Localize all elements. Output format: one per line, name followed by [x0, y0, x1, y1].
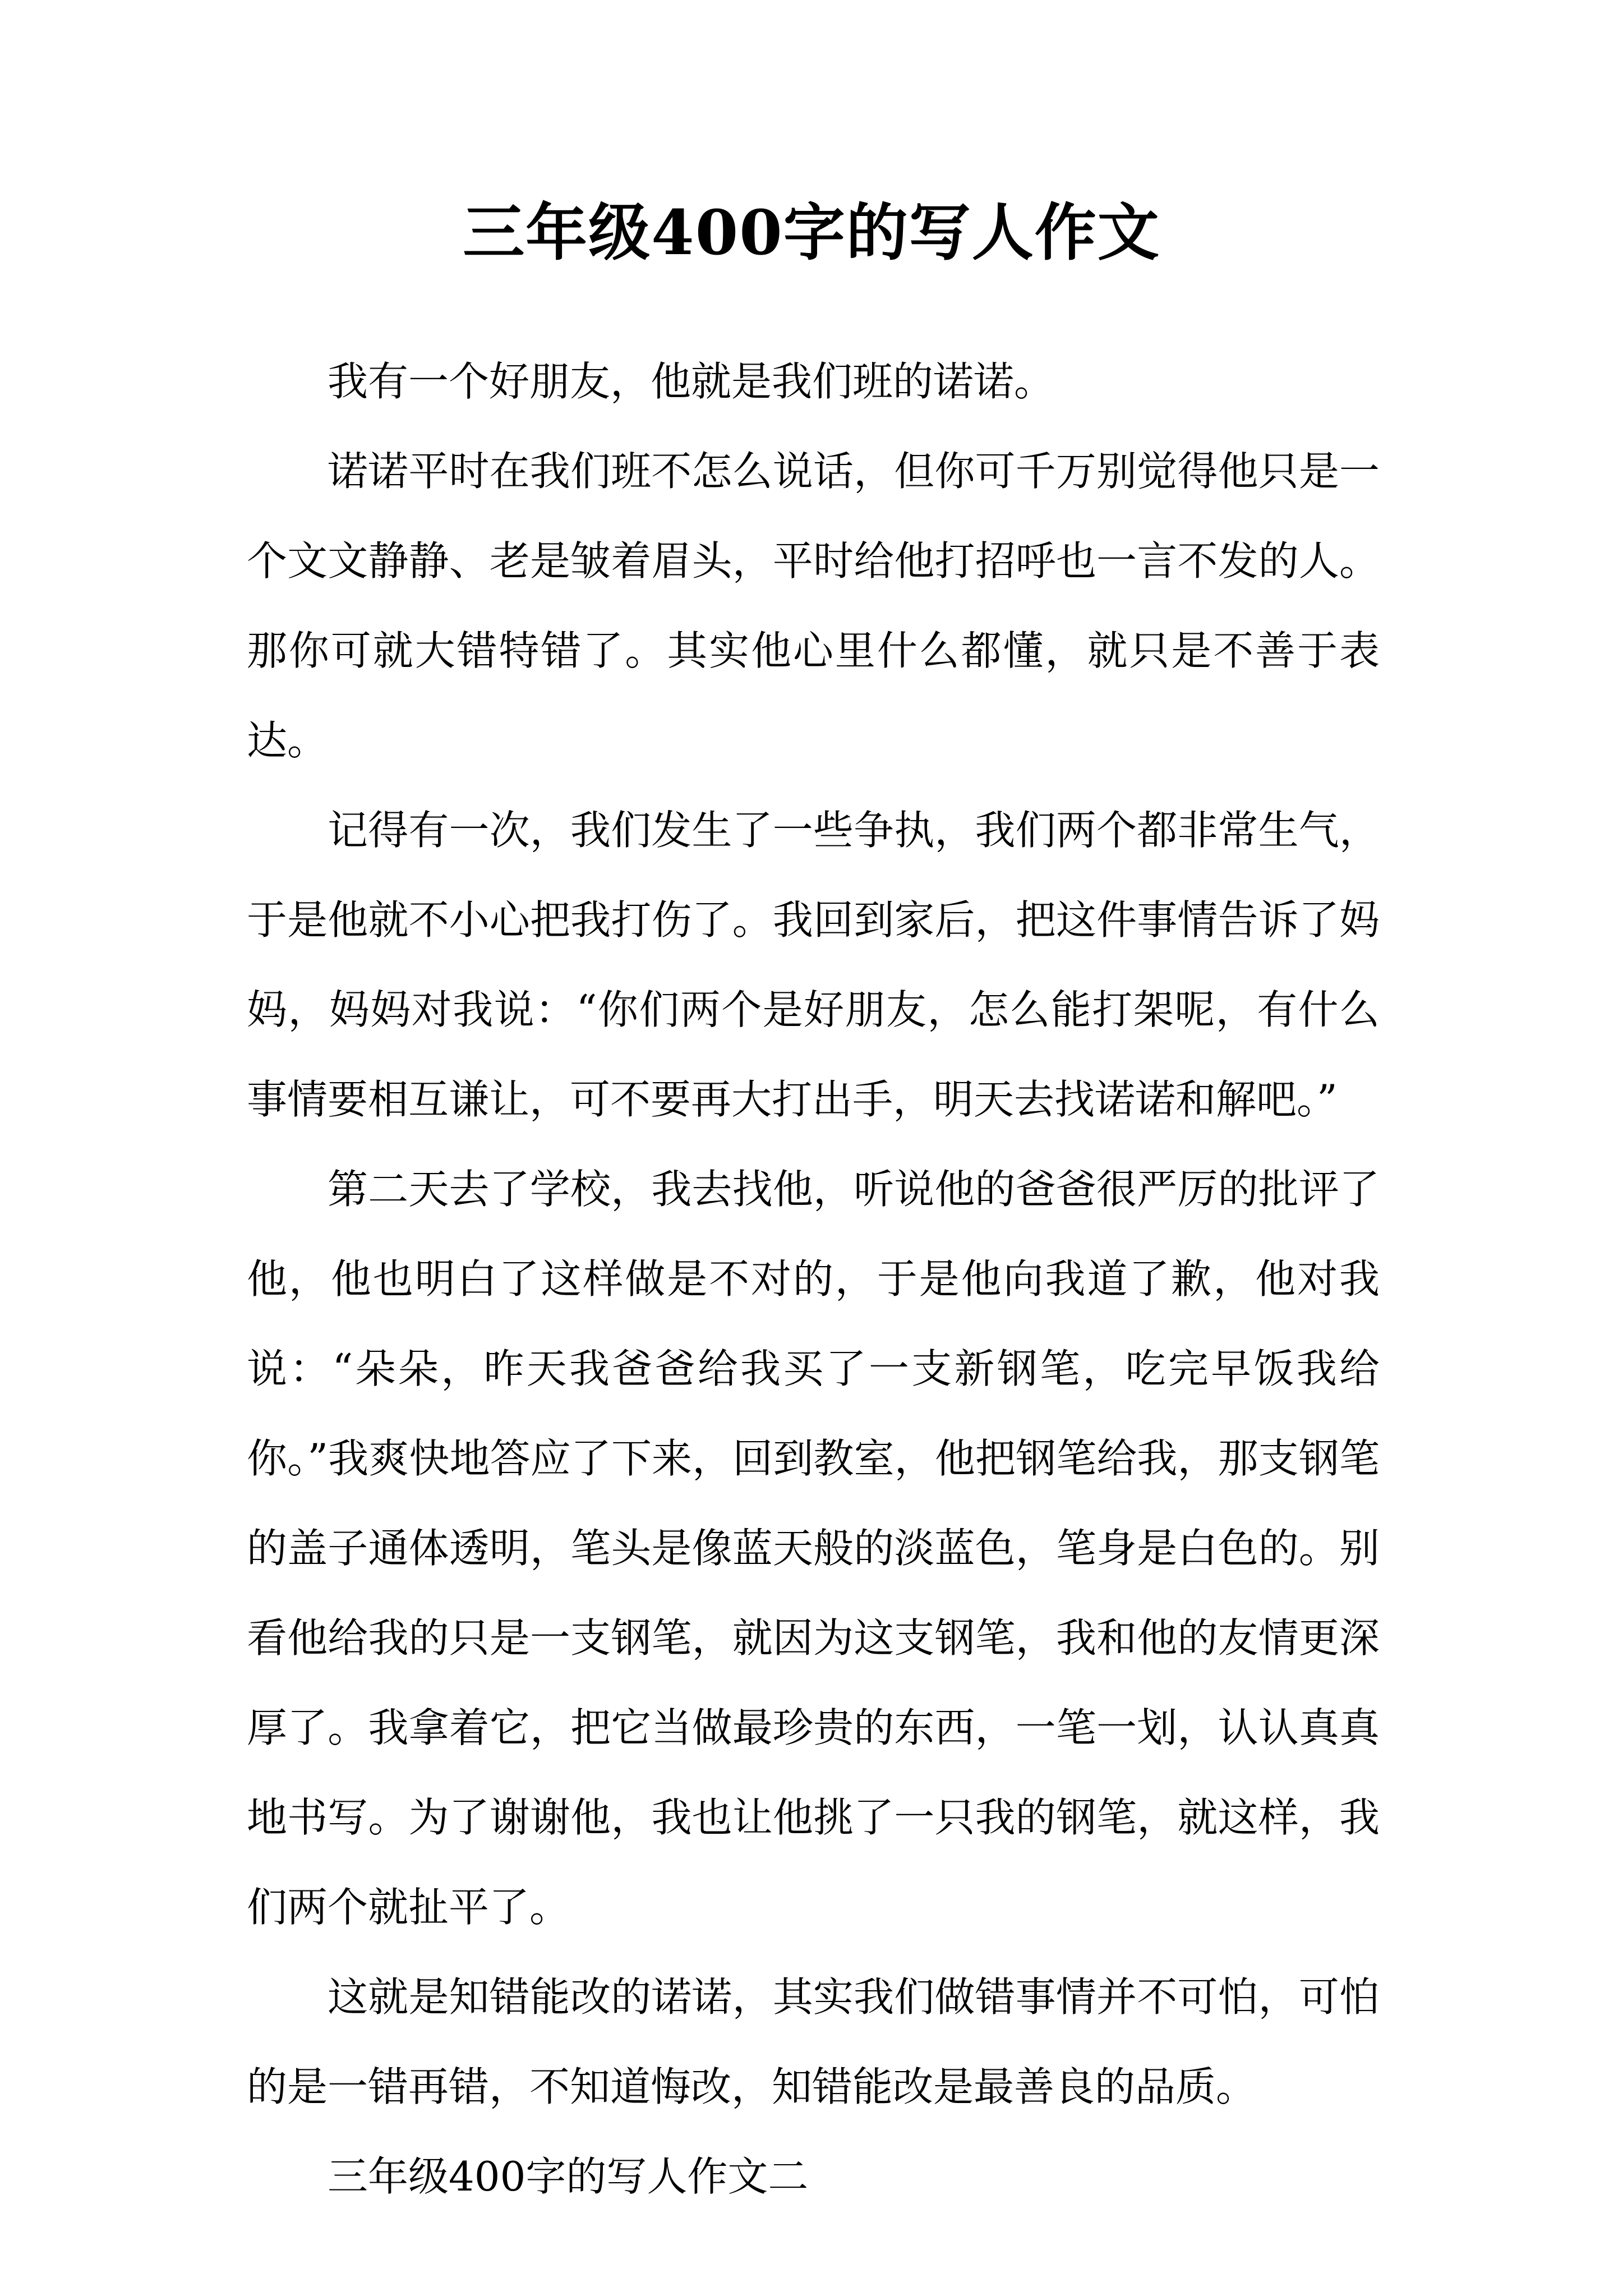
paragraph: 诺诺平时在我们班不怎么说话，但你可千万别觉得他只是一个文文静静、老是皱着眉头，平时给他打招呼也一言不发的人。那你可就大错特错了。其实他心里什么都懂，就只是不善于表达。 [247, 448, 1380, 764]
document-title: 三年级400字的写人作文 [463, 196, 1160, 269]
paragraph: 这就是知错能改的诺诺，其实我们做错事情并不可怕，可怕的是一错再错，不知道悔改，知错能改是最善良的品质。 [247, 1973, 1380, 2110]
section-heading: 三年级400字的写人作文二 [328, 2153, 809, 2200]
paragraph: 记得有一次，我们发生了一些争执，我们两个都非常生气，于是他就不小心把我打伤了。我回到家后，把这件事情告诉了妈妈，妈妈对我说：“你们两个是好朋友，怎么能打架呢，有什么事情要相互谦让，可不要再大打出手，明天去找诺诺和解吧。” [247, 807, 1380, 1123]
paragraph: 第二天去了学校，我去找他，听说他的爸爸很严厉的批评了他，他也明白了这样做是不对的，于是他向我道了歉，他对我说：“朵朵，昨天我爸爸给我买了一支新钢笔，吃完早饭我给你。”我爽快地答应了下来，回到教室，他把钢笔给我，那支钢笔的盖子通体透明，笔头是像蓝天般的淡蓝色，笔身是白色的。别看他给我的只是一支钢笔，就因为这支钢笔，我和他的友情更深厚了。我拿着它，把它当做最珍贵的东西，一笔一划，认认真真地书写。为了谢谢他，我也让他挑了一只我的钢笔，就这样，我们两个就扯平了。 [247, 1166, 1380, 1931]
paragraph: 我有一个好朋友，他就是我们班的诺诺。 [328, 358, 1055, 405]
document-body [247, 337, 1380, 2221]
